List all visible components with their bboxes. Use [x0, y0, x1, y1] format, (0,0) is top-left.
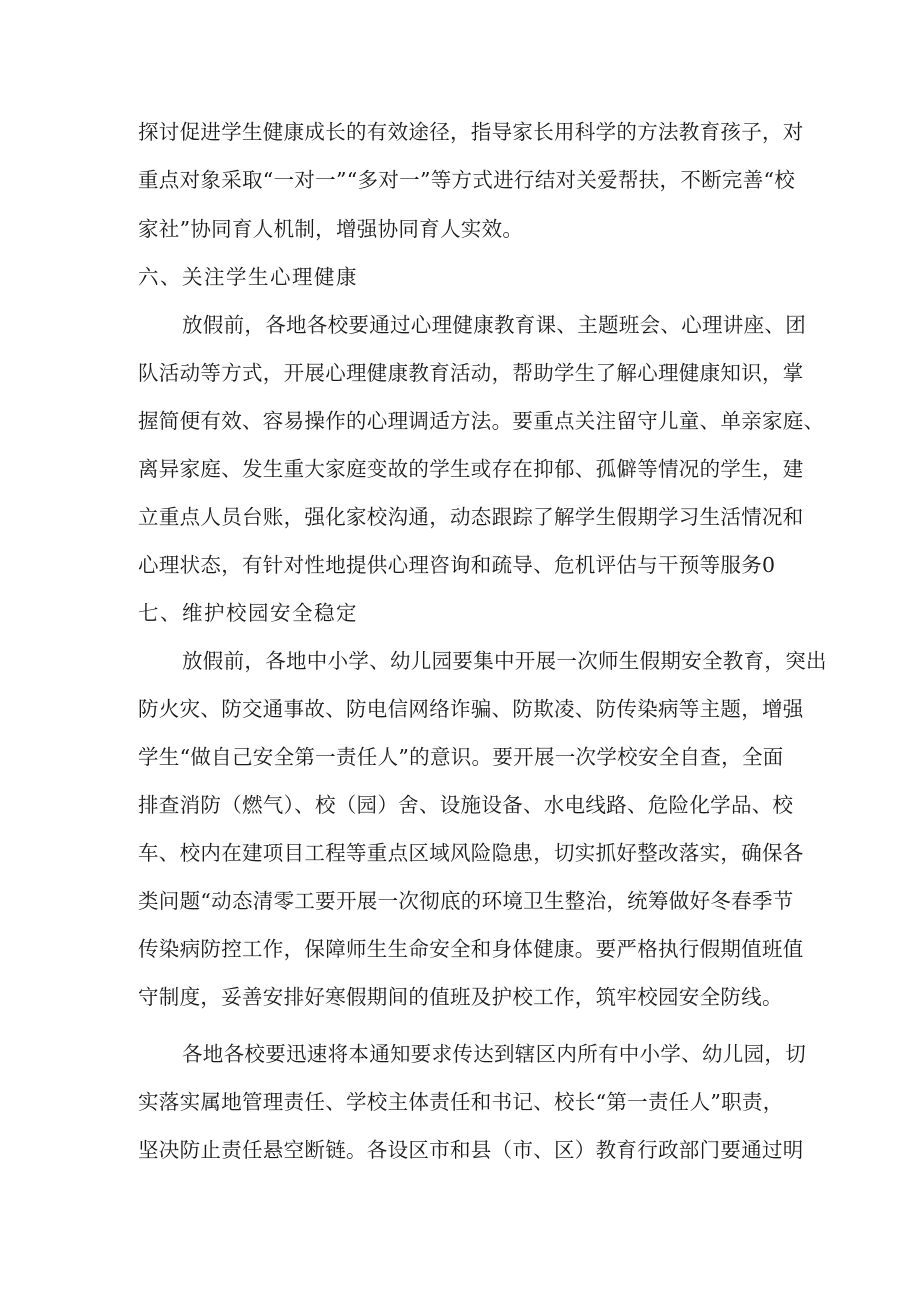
body-text-line: 守制度，妥善安排好寒假期间的值班及护校工作，筑牢校园安全防线。: [138, 985, 783, 1009]
body-text-line: 实落实属地管理责任、学校主体责任和书记、校长“第一责任人”职责，: [138, 1090, 784, 1114]
body-text-line: 探讨促进学生健康成长的有效途径，指导家长用科学的方法教育孩子，对: [138, 120, 804, 144]
body-text-line: 家社”协同育人机制，增强协同育人实效。: [138, 217, 524, 241]
body-text-line: 坚决防止责任悬空断链。各设区市和县（市、区）教育行政部门要通过明: [138, 1138, 804, 1162]
section-heading-6: 六、关注学生心理健康: [138, 265, 358, 289]
paragraph-first-line: 各地各校要迅速将本通知要求传达到辖区内所有中小学、幼儿园，切: [182, 1042, 806, 1066]
section-heading-7: 七、维护校园安全稳定: [138, 601, 358, 625]
body-text-line: 防火灾、防交通事故、防电信网络诈骗、防欺凌、防传染病等主题，增强: [138, 697, 804, 721]
body-text-line: 立重点人员台账，强化家校沟通，动态跟踪了解学生假期学习生活情况和: [138, 505, 804, 529]
body-text-line: 握简便有效、容易操作的心理调适方法。要重点关注留守儿童、单亲家庭、: [138, 409, 825, 433]
body-text-line: 离异家庭、发生重大家庭变故的学生或存在抑郁、孤僻等情况的学生，建: [138, 457, 804, 481]
body-text-line: 传染病防控工作，保障师生生命安全和身体健康。要严格执行假期值班值: [138, 937, 804, 961]
body-text-line: 类问题“动态清零工要开展一次彻底的环境卫生整治，统筹做好冬春季节: [138, 889, 794, 913]
paragraph-first-line: 放假前，各地各校要通过心理健康教育课、主题班会、心理讲座、团: [182, 313, 806, 337]
body-text-line: 车、校内在建项目工程等重点区域风险隐患，切实抓好整改落实，确保各: [138, 841, 804, 865]
body-text-line: 排查消防（燃气）、校（园）舍、设施设备、水电线路、危险化学品、校: [138, 793, 794, 817]
body-text-line: 学生“做自己安全第一责任人”的意识。要开展一次学校安全自查，全面: [138, 745, 784, 769]
body-text-line: 队活动等方式，开展心理健康教育活动，帮助学生了解心理健康知识，掌: [138, 361, 804, 385]
body-text-line: 心理状态，有针对性地提供心理咨询和疏导、危机评估与干预等服务0: [138, 553, 776, 577]
body-text-line: 重点对象采取“一对一”“多对一”等方式进行结对关爱帮扶，不断完善“校: [138, 168, 796, 192]
paragraph-first-line: 放假前，各地中小学、幼儿园要集中开展一次师生假期安全教育，突出: [182, 649, 827, 673]
